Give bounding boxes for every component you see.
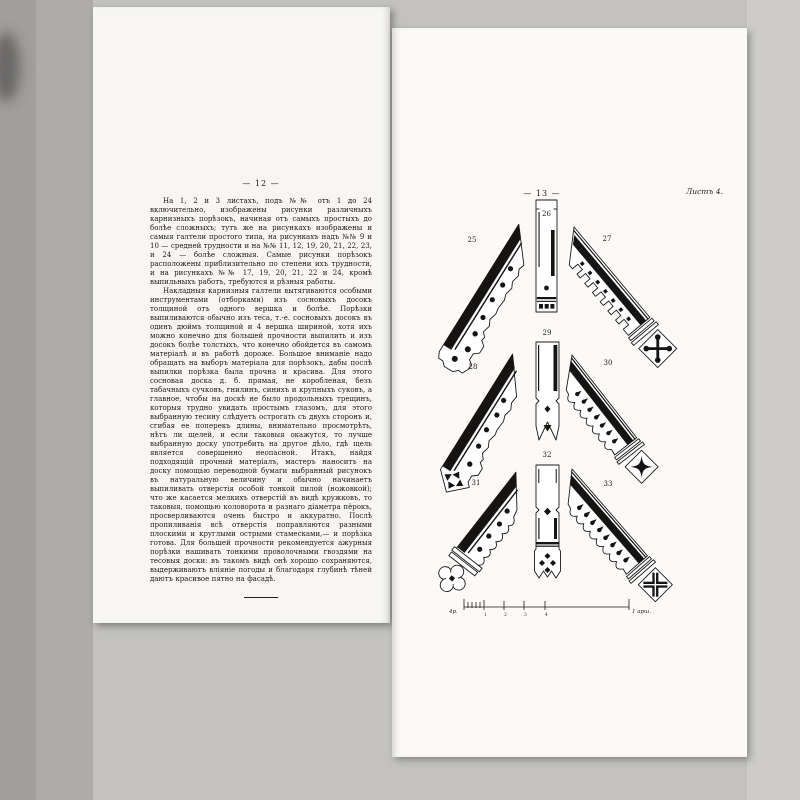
scale-tick-1: 1: [484, 612, 487, 617]
figure-32: [535, 465, 561, 578]
figure-33: [544, 462, 689, 619]
figure-number-25: 25: [467, 236, 477, 244]
scale-right-label: 1 арш.: [632, 609, 652, 615]
background-right-strip: [747, 0, 800, 800]
left-page-number: — 12 —: [242, 179, 280, 188]
figure-number-32: 32: [542, 451, 552, 459]
figure-number-31: 31: [471, 479, 481, 487]
scale-left-label: 4р.: [449, 609, 458, 615]
sheet-label: Листъ 4.: [686, 187, 723, 196]
figure-25: [434, 224, 548, 378]
background-left-strip: [0, 0, 93, 800]
scale-tick-2: 2: [504, 612, 507, 617]
figure-number-33: 33: [603, 480, 613, 488]
left-page: [93, 7, 390, 623]
background-left-strip-dark: [0, 0, 36, 800]
right-page: [392, 28, 747, 757]
figure-number-26: 26: [542, 210, 551, 218]
figure-30: [543, 349, 674, 499]
section-end-rule: [244, 597, 278, 598]
figure-number-27: 27: [602, 235, 612, 243]
text-column: [150, 179, 372, 598]
scale-bar: [448, 599, 651, 617]
figure-29: [536, 342, 559, 440]
right-page-number: — 13 —: [523, 189, 561, 198]
scale-tick-4: 4: [545, 612, 548, 617]
plate-drawing: [392, 28, 747, 757]
paragraph-2: Накладныя карнизныя галтели вытягиваются особыми инструментами (отборками) изъ сосновыхъ досокъ толщиной отъ одного вершка и болѣе. Порѣзки выпиливаются обычно изъ теса, т.-е. сосновыхъ досокъ въ одинъ дюймъ толщиной и 4 вершка шириной, хотя ихъ можно конечно для большей прочности выпилить и изъ досокъ болѣе толстыхъ, что конечно обойдется въ самомъ матеріалѣ и въ работѣ дороже. Большое вниманіе надо обращать на выборъ матеріала для порѣзокъ, дабы послѣ выпилки порѣзка была прочна и красива. Для этого сосновая доска д. б. прямая, не коробленая, безъ табачныхъ сучковъ, гнилинъ, синихъ и крупныхъ суковъ, а главное, чтобы на доскѣ не было продольныхъ трещинъ, которыя трудно увидать простымъ глазомъ, для этого выбранную тесину слѣдуетъ острогать съ двухъ сторонъ и, сгибая ее поперекъ длины, внимательно просмотрѣть, нѣтъ ли щелей, и если таковыя окажутся, то лучше выбранную доску употребить на другое дѣло, гдѣ щель является совершенно неопасной. Итакъ, найдя подходящій прочный матеріалъ, мастеръ наноситъ на доску помощью переводной бумаги выбранный рисунокъ въ натуральную величину и обычно начинаетъ выпиливать отверстія особой тонкой пилой (ножовкой); что же касается мелкихъ отверстій въ видѣ кружковъ, то таковыя, помощью коловорота и разнаго діаметра пёрокъ, просверливаются очень быстро и аккуратно. Послѣ пропиливанія всѣ отверстія поправляются разными плоскими и круглыми острыми стамесками,— и порѣзка готова. Для большей прочности рекомендуется ажурныя порѣзки нашивать тонкими проволочными гвоздями на тесовыя доски: въ такомъ видѣ онѣ хорошо сохраняются, выдерживаютъ вліяніе погоды и благодаря глубинѣ тѣней даютъ красивое пятно на фасадѣ.: [150, 287, 372, 583]
scale-tick-3: 3: [524, 612, 527, 617]
figure-28: [432, 354, 542, 501]
paragraph-1: На 1, 2 и 3 листахъ, подъ №№ отъ 1 до 24 включительно, изображены рисунки различныхъ карнизныхъ порѣзокъ, начиная отъ самыхъ простыхъ до болѣе сложныхъ; тутъ же на рисункахъ изображены и самыя галтели простого типа, на рисункахъ надъ №№ 9 и 10 — средней трудности и на №№ 11, 12, 19, 20, 21, 22, 23, и 24 — болѣе сложныя. Самые рисунки порѣзокъ расположены приблизительно по степени ихъ трудности, и на рисункахъ №№ 17, 19, 20, 21, 22 и 24, кромѣ выпильныхъ работъ, требуются и рѣзныя работы.: [150, 197, 372, 286]
figure-number-29: 29: [542, 329, 552, 337]
figure-27: [543, 219, 696, 387]
figure-number-30: 30: [603, 359, 613, 367]
figure-number-28: 28: [468, 363, 478, 371]
